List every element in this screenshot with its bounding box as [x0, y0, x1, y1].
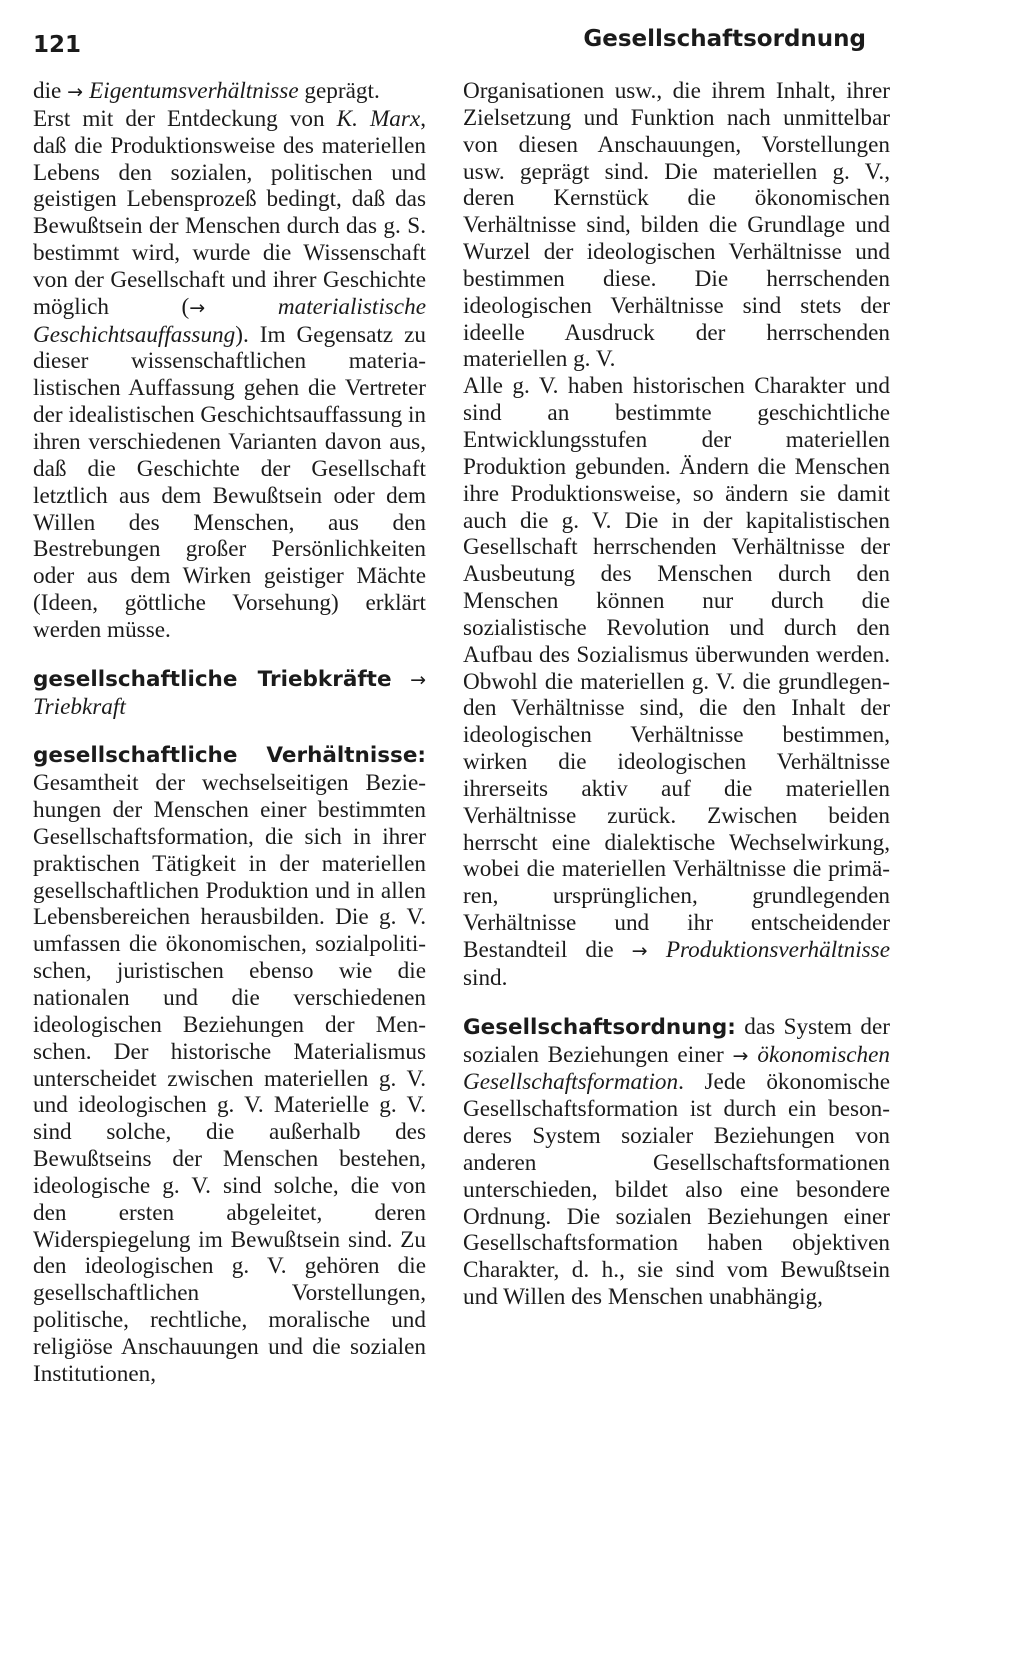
paragraph: Organisationen usw., die ihrem Inhalt, ihrer Zielsetzung und Funktion nach unmittelbar von diesen Anschauungen, Vorstellungen usw. geprägt sind. Die materiellen g. V., deren Kernstück die ökonomischen Verhältnisse sind, bilden die Grundlage und Wurzel der ideologischen Verhältnisse und bestimmen diese. Die herrschenden ideologischen Verhältnisse sind stets der ideelle Ausdruck der herrschenden materiellen g. V. — [463, 78, 890, 373]
left-column — [33, 78, 426, 1388]
right-column — [463, 78, 890, 1311]
running-head: Gesellschaftsordnung — [583, 26, 866, 52]
entry-verhaeltnisse — [33, 742, 426, 1387]
entry-headword: gesellschaftliche Triebkräfte — [33, 666, 392, 692]
entry-text: Gesamtheit der wechselseitigen Beziehungen der Menschen einer bestimmten Gesellschaftsformation, die sich in ihrer praktischen Tätigkeit in der materiellen gesellschaftlichen Produktion und in allen Lebensbereichen herausbilden. Die g. V. umfassen die ökonomischen, sozialpolitischen, juristischen ebenso wie die nationalen und die verschiedenen ideologischen Beziehungen der Menschen. Der historische Materialismus unterscheidet zwischen materiellen g. V. und ideologischen g. V. Materielle g. V. sind solche, die außerhalb des Bewußtseins der Menschen bestehen, ideologische g. V. sind solche, die von den ersten abgeleitet, deren Widerspiegelung im Bewußtsein sind. Zu den ideologischen g. V. gehören die gesellschaftlichen Vorstellungen, politische, rechtliche, moralische und religiöse Anschauungen und die sozialen Institutionen, — [33, 770, 426, 1387]
entry-headword: Gesellschaftsordnung: — [463, 1014, 736, 1040]
paragraph: Alle g. V. haben historischen Charakter und sind an bestimmte geschichtliche Entwicklungsstufen der materiellen Produktion gebunden. Ändern die Menschen ihre Produktionsweise, so ändern sie damit auch die g. V. Die in der kapitalistischen Gesellschaft herrschenden Verhältnisse der Ausbeutung des Menschen durch den Menschen können nur durch die sozialistische Revolution und durch den Aufbau des Sozialismus überwunden werden. Obwohl die materiellen g. V. die grundlegenden Verhältnisse sind, die den Inhalt der ideologischen Verhältnisse bestimmen, wirken die ideologischen Verhältnisse ihrerseits aktiv auf die materiellen Verhältnisse zurück. Zwischen beiden herrscht eine dialektische Wechselwirkung, wobei die materiellen Verhältnisse die primären, ursprünglichen, grundlegenden Verhältnisse und ihr entscheidender Bestandteil die → Produktionsverhältnisse sind. — [463, 373, 890, 991]
cross-reference: ökonomischen Gesellschaftsformation — [463, 1041, 890, 1096]
cross-reference: materialistische Geschichtsauffassung — [33, 293, 426, 348]
author-name: K. Marx — [336, 105, 421, 132]
paragraph: Erst mit der Entdeckung von K. Marx, daß die Produktionsweise des materiellen Lebens den sozialen, politischen und geistigen Lebensprozeß bedingt, daß das Bewußtsein der Menschen durch das g. S. bestimmt wird, wurde die Wissenschaft von der Gesellschaft und ihrer Geschichte möglich (→ materialistische Geschichtsauffassung). Im Gegensatz zu dieser wissenschaftlichen materialistischen Auffassung gehen die Vertreter der idealistischen Geschichtsauffassung in ihren verschiedenen Varianten davon aus, daß die Geschichte der Gesellschaft letztlich aus dem Bewußtsein oder dem Willen des Menschen, aus den Bestrebungen großer Persönlichkeiten oder aus dem Wirken geistiger Mächte (Ideen, göttliche Vorsehung) erklärt werden müsse. — [33, 105, 427, 643]
cross-reference: Produktionsverhältnisse — [665, 937, 890, 963]
entry-headword: gesellschaftliche Verhältnisse: — [33, 743, 426, 769]
arrow-right-icon: → — [67, 81, 90, 103]
page-header — [0, 26, 1024, 66]
entry-gesellschaftsordnung: Gesellschaftsordnung: das System der sozialen Beziehungen einer → ökonomischen Gesellschaftsformation. Jede ökonomische Gesellschaftsformation ist durch ein besonderes System sozialer Beziehungen von anderen Gesellschaftsformationen unterschieden, bildet also eine besondere Ordnung. Die sozialen Beziehungen einer Gesellschaftsformation haben objektiven Charakter, d. h., sie sind vom Bewußtsein und Willen des Menschen unabhängig, — [463, 1013, 890, 1311]
cross-reference: Triebkraft — [33, 693, 126, 720]
cross-reference: Eigentumsverhältnisse — [89, 78, 299, 104]
arrow-right-icon: → — [631, 940, 666, 962]
page-number: 121 — [33, 32, 82, 58]
arrow-right-icon: → — [410, 668, 426, 691]
arrow-right-icon: → — [732, 1044, 758, 1067]
entry-continuation: die → Eigentumsverhältnisse geprägt. — [33, 78, 380, 104]
arrow-right-icon: → — [189, 296, 278, 319]
entry-triebkraefte — [33, 666, 426, 721]
